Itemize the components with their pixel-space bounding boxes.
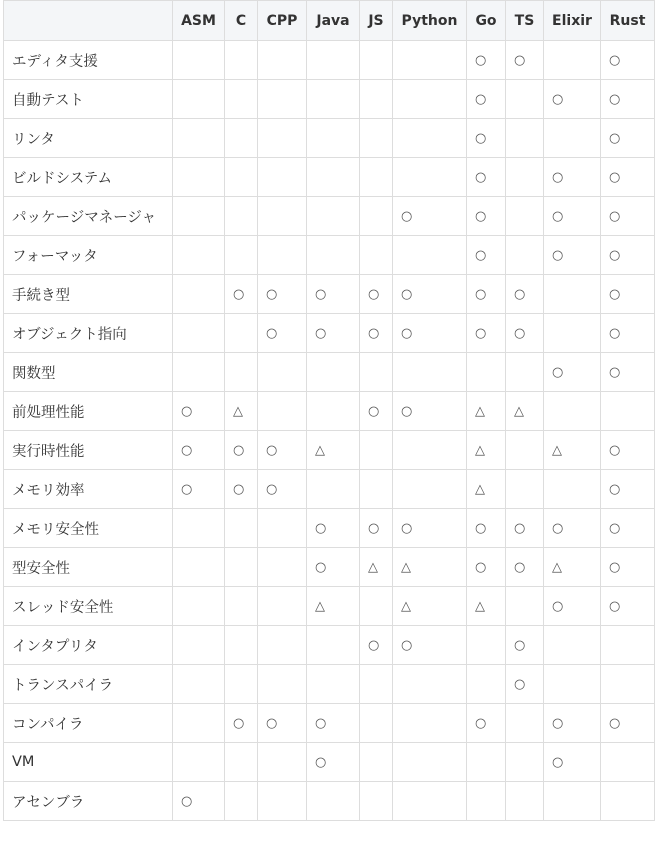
table-cell <box>544 41 601 80</box>
table-cell <box>258 743 307 782</box>
table-cell <box>601 626 655 665</box>
table-cell <box>225 119 258 158</box>
header-corner-cell <box>4 1 173 41</box>
table-cell <box>258 782 307 821</box>
table-cell <box>225 353 258 392</box>
table-row <box>4 275 655 314</box>
table-cell: ○ <box>393 314 467 353</box>
table-cell: △ <box>393 587 467 626</box>
table-cell <box>307 392 360 431</box>
table-row <box>4 353 655 392</box>
column-header: C <box>225 1 258 41</box>
table-cell <box>544 470 601 509</box>
table-cell: ○ <box>173 431 225 470</box>
table-cell <box>173 626 225 665</box>
table-cell: ○ <box>601 587 655 626</box>
table-row <box>4 782 655 821</box>
table-cell <box>506 587 544 626</box>
column-header: Elixir <box>544 1 601 41</box>
table-cell: ○ <box>544 353 601 392</box>
table-cell <box>360 665 393 704</box>
table-cell: ○ <box>467 41 506 80</box>
table-cell: ○ <box>544 587 601 626</box>
table-cell: ○ <box>467 80 506 119</box>
table-cell <box>506 197 544 236</box>
table-cell <box>360 353 393 392</box>
table-cell <box>258 158 307 197</box>
table-row <box>4 314 655 353</box>
table-cell <box>307 665 360 704</box>
table-cell: ○ <box>307 548 360 587</box>
table-cell <box>225 626 258 665</box>
table-cell: ○ <box>544 704 601 743</box>
table-cell <box>467 665 506 704</box>
table-cell <box>173 41 225 80</box>
table-cell <box>393 743 467 782</box>
header-row <box>4 1 655 41</box>
table-cell <box>467 353 506 392</box>
column-header: Rust <box>601 1 655 41</box>
table-cell <box>544 275 601 314</box>
table-cell <box>393 353 467 392</box>
row-label: コンパイラ <box>4 704 173 743</box>
table-cell <box>258 665 307 704</box>
table-cell: ○ <box>506 665 544 704</box>
table-cell <box>360 236 393 275</box>
table-cell: ○ <box>467 119 506 158</box>
table-cell: ○ <box>393 626 467 665</box>
table-cell <box>258 236 307 275</box>
table-cell: ○ <box>307 314 360 353</box>
table-cell <box>601 392 655 431</box>
table-cell: △ <box>467 587 506 626</box>
table-cell: ○ <box>258 431 307 470</box>
table-cell <box>173 704 225 743</box>
table-cell <box>258 41 307 80</box>
table-cell <box>307 782 360 821</box>
table-cell <box>506 353 544 392</box>
column-header: ASM <box>173 1 225 41</box>
table-cell: ○ <box>258 470 307 509</box>
table-cell <box>173 353 225 392</box>
table-row <box>4 548 655 587</box>
table-cell: ○ <box>506 275 544 314</box>
table-cell: ○ <box>307 275 360 314</box>
table-cell <box>360 158 393 197</box>
table-row <box>4 626 655 665</box>
row-label: 関数型 <box>4 353 173 392</box>
row-label: 手続き型 <box>4 275 173 314</box>
row-label: オブジェクト指向 <box>4 314 173 353</box>
table-cell: ○ <box>544 80 601 119</box>
table-cell <box>258 548 307 587</box>
table-cell: ○ <box>544 743 601 782</box>
table-cell: ○ <box>601 158 655 197</box>
table-cell <box>173 158 225 197</box>
language-comparison-table <box>3 0 655 821</box>
table-cell <box>506 704 544 743</box>
row-label: トランスパイラ <box>4 665 173 704</box>
table-cell <box>467 782 506 821</box>
table-cell <box>173 509 225 548</box>
table-cell <box>544 782 601 821</box>
table-cell: ○ <box>258 314 307 353</box>
column-header: Python <box>393 1 467 41</box>
table-cell <box>393 470 467 509</box>
table-cell <box>506 743 544 782</box>
column-header: Java <box>307 1 360 41</box>
table-cell <box>544 119 601 158</box>
table-row <box>4 392 655 431</box>
column-header: CPP <box>258 1 307 41</box>
row-label: 前処理性能 <box>4 392 173 431</box>
table-cell <box>506 119 544 158</box>
table-cell <box>601 665 655 704</box>
table-cell: ○ <box>601 431 655 470</box>
table-cell: ○ <box>467 548 506 587</box>
table-cell <box>225 743 258 782</box>
table-row <box>4 236 655 275</box>
table-cell: ○ <box>467 275 506 314</box>
table-row <box>4 509 655 548</box>
table-cell: △ <box>544 548 601 587</box>
table-cell: ○ <box>544 197 601 236</box>
column-header: Go <box>467 1 506 41</box>
table-cell <box>307 470 360 509</box>
table-cell: ○ <box>601 80 655 119</box>
table-row <box>4 587 655 626</box>
table-cell <box>173 80 225 119</box>
table-cell: ○ <box>506 548 544 587</box>
table-cell: ○ <box>393 392 467 431</box>
table-cell: ○ <box>601 119 655 158</box>
table-cell: ○ <box>173 782 225 821</box>
row-label: エディタ支援 <box>4 41 173 80</box>
table-cell: ○ <box>544 158 601 197</box>
table-cell <box>506 470 544 509</box>
table-cell: ○ <box>360 509 393 548</box>
table-cell <box>225 197 258 236</box>
column-header: TS <box>506 1 544 41</box>
table-cell <box>360 80 393 119</box>
table-cell: △ <box>506 392 544 431</box>
table-cell: ○ <box>601 353 655 392</box>
table-cell <box>225 548 258 587</box>
table-cell: ○ <box>173 392 225 431</box>
table-cell <box>173 236 225 275</box>
table-cell: ○ <box>601 509 655 548</box>
table-row <box>4 41 655 80</box>
table-row <box>4 80 655 119</box>
table-cell <box>360 431 393 470</box>
table-row <box>4 470 655 509</box>
table-cell: ○ <box>173 470 225 509</box>
table-cell: ○ <box>601 548 655 587</box>
table-cell <box>173 587 225 626</box>
table-cell: ○ <box>601 41 655 80</box>
table-cell <box>225 314 258 353</box>
row-label: メモリ効率 <box>4 470 173 509</box>
table-cell <box>393 80 467 119</box>
table-cell: ○ <box>307 743 360 782</box>
table-cell <box>506 431 544 470</box>
table-cell <box>307 626 360 665</box>
row-label: 実行時性能 <box>4 431 173 470</box>
table-cell <box>393 431 467 470</box>
column-header: JS <box>360 1 393 41</box>
table-cell <box>307 41 360 80</box>
table-cell <box>467 743 506 782</box>
table-cell <box>258 197 307 236</box>
row-label: アセンブラ <box>4 782 173 821</box>
table-cell: ○ <box>307 704 360 743</box>
table-cell: ○ <box>506 41 544 80</box>
table-cell <box>393 236 467 275</box>
table-cell: ○ <box>467 158 506 197</box>
table-cell: ○ <box>258 704 307 743</box>
table-cell <box>258 509 307 548</box>
table-cell <box>225 509 258 548</box>
table-cell: ○ <box>467 314 506 353</box>
table-cell <box>360 41 393 80</box>
table-cell: ○ <box>544 509 601 548</box>
table-cell <box>258 119 307 158</box>
table-cell <box>544 392 601 431</box>
table-cell <box>544 626 601 665</box>
table-cell: ○ <box>601 704 655 743</box>
row-label: VM <box>4 743 173 782</box>
table-cell <box>225 80 258 119</box>
table-cell <box>173 197 225 236</box>
table-cell: △ <box>393 548 467 587</box>
table-cell <box>467 626 506 665</box>
table-cell <box>307 236 360 275</box>
table-cell <box>307 158 360 197</box>
table-cell: ○ <box>225 275 258 314</box>
table-cell: ○ <box>225 470 258 509</box>
table-cell: ○ <box>506 314 544 353</box>
table-cell: △ <box>360 548 393 587</box>
table-cell <box>393 782 467 821</box>
table-cell <box>393 665 467 704</box>
table-cell <box>307 353 360 392</box>
table-cell <box>225 158 258 197</box>
table-cell <box>393 704 467 743</box>
row-label: 型安全性 <box>4 548 173 587</box>
table-row <box>4 704 655 743</box>
row-label: インタプリタ <box>4 626 173 665</box>
table-cell <box>225 782 258 821</box>
row-label: スレッド安全性 <box>4 587 173 626</box>
table-cell: △ <box>225 392 258 431</box>
table-cell: ○ <box>467 236 506 275</box>
table-cell: △ <box>467 431 506 470</box>
table-cell: ○ <box>225 431 258 470</box>
table-cell: ○ <box>467 197 506 236</box>
table-cell: ○ <box>544 236 601 275</box>
table-cell <box>506 782 544 821</box>
table-cell <box>360 197 393 236</box>
row-label: 自動テスト <box>4 80 173 119</box>
table-cell <box>393 119 467 158</box>
table-cell <box>360 782 393 821</box>
table-cell <box>601 782 655 821</box>
table-cell <box>173 275 225 314</box>
table-cell: ○ <box>360 392 393 431</box>
table-cell <box>173 665 225 704</box>
table-row <box>4 119 655 158</box>
table-cell: ○ <box>393 275 467 314</box>
table-cell <box>360 119 393 158</box>
table-cell: ○ <box>360 626 393 665</box>
table-cell: ○ <box>601 275 655 314</box>
table-cell <box>544 665 601 704</box>
table-cell <box>360 470 393 509</box>
table-cell: ○ <box>225 704 258 743</box>
table-cell <box>173 119 225 158</box>
table-cell <box>258 587 307 626</box>
table-cell <box>225 665 258 704</box>
row-label: パッケージマネージャ <box>4 197 173 236</box>
table-cell <box>173 548 225 587</box>
table-cell: ○ <box>393 509 467 548</box>
table-cell <box>225 41 258 80</box>
table-cell: ○ <box>393 197 467 236</box>
row-label: メモリ安全性 <box>4 509 173 548</box>
table-cell: ○ <box>506 626 544 665</box>
table-cell <box>506 80 544 119</box>
table-cell <box>258 392 307 431</box>
table-cell <box>360 743 393 782</box>
table-cell: ○ <box>258 275 307 314</box>
table-cell <box>258 626 307 665</box>
table-cell: ○ <box>601 470 655 509</box>
table-cell <box>307 80 360 119</box>
table-cell <box>544 314 601 353</box>
table-cell: ○ <box>601 197 655 236</box>
table-cell <box>506 236 544 275</box>
table-body <box>4 41 655 821</box>
table-row <box>4 431 655 470</box>
table-cell <box>173 743 225 782</box>
row-label: ビルドシステム <box>4 158 173 197</box>
table-cell <box>307 197 360 236</box>
table-cell <box>360 704 393 743</box>
table-cell <box>393 41 467 80</box>
table-cell <box>225 236 258 275</box>
table-cell: ○ <box>601 236 655 275</box>
table-cell <box>173 314 225 353</box>
table-header <box>4 1 655 41</box>
table-cell: △ <box>467 470 506 509</box>
table-cell: ○ <box>506 509 544 548</box>
table-cell <box>506 158 544 197</box>
table-cell <box>258 80 307 119</box>
table-row <box>4 158 655 197</box>
table-cell <box>360 587 393 626</box>
table-cell: ○ <box>467 704 506 743</box>
table-cell: △ <box>307 587 360 626</box>
table-cell: ○ <box>360 275 393 314</box>
table-row <box>4 197 655 236</box>
table-cell <box>601 743 655 782</box>
table-row <box>4 743 655 782</box>
table-cell: △ <box>544 431 601 470</box>
table-cell: △ <box>307 431 360 470</box>
table-cell: △ <box>467 392 506 431</box>
table-cell <box>307 119 360 158</box>
row-label: フォーマッタ <box>4 236 173 275</box>
table-cell <box>393 158 467 197</box>
table-cell: ○ <box>601 314 655 353</box>
table-cell: ○ <box>467 509 506 548</box>
row-label: リンタ <box>4 119 173 158</box>
table-row <box>4 665 655 704</box>
table-cell: ○ <box>360 314 393 353</box>
table-cell <box>225 587 258 626</box>
table-cell <box>258 353 307 392</box>
table-cell: ○ <box>307 509 360 548</box>
